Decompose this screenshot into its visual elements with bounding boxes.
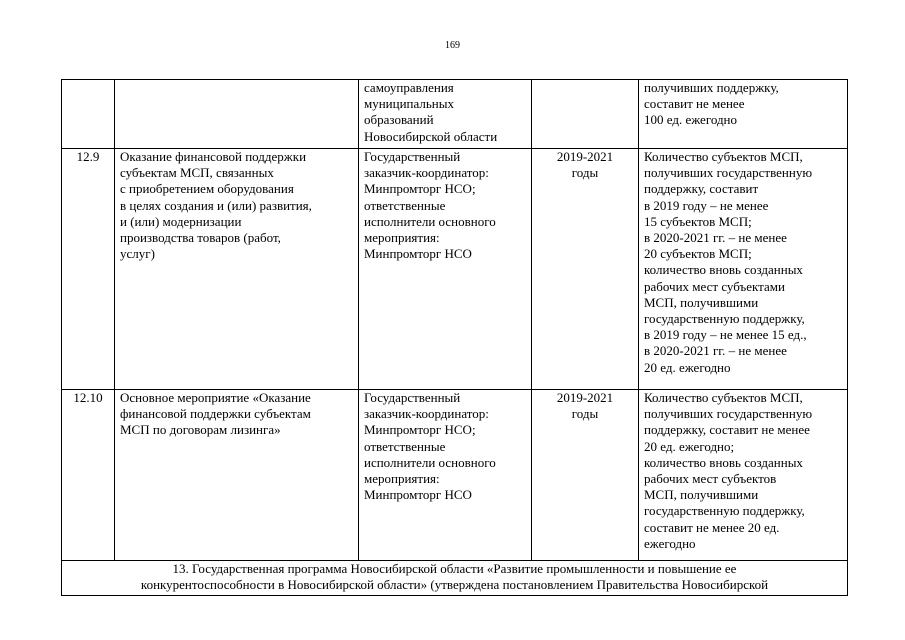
section-heading-line: 13. Государственная программа Новосибирской области «Развитие промышленности и повышение ее (172, 561, 737, 576)
executor-line: заказчик-координатор: (364, 165, 489, 181)
indicator-cell (639, 149, 848, 390)
period-line: 2019-2021 (556, 149, 614, 164)
row-number: 12.9 (62, 149, 115, 390)
period-line: годы (571, 165, 599, 181)
indicator-line: поддержку, составит (644, 181, 759, 197)
executor-line: образований (364, 112, 434, 128)
section-heading-row (62, 561, 848, 596)
executor-cell (359, 80, 532, 149)
period-line: 2019-2021 (556, 390, 614, 405)
indicator-line: составит не менее (644, 96, 745, 112)
executor-line: Минпромторг НСО; (364, 181, 476, 197)
indicator-line: 20 ед. ежегодно (644, 359, 731, 375)
indicator-line: в 2020-2021 гг. – не менее (644, 343, 787, 359)
period-cell (532, 149, 639, 390)
table-row (62, 149, 848, 390)
indicator-cell (639, 390, 848, 561)
executor-line: Минпромторг НСО; (364, 422, 476, 438)
executor-line: исполнители основного (364, 454, 496, 470)
section-heading-line: конкурентоспособности в Новосибирской области» (утверждена постановлением Правительства Новосибирской (140, 577, 769, 593)
indicator-line: МСП, получившими (644, 487, 759, 503)
indicator-line: получивших государственную (644, 165, 813, 181)
indicator-line: государственную поддержку, (644, 311, 805, 327)
executor-line: ответственные (364, 438, 446, 454)
row-number: 12.10 (62, 390, 115, 561)
measure-line: и (или) модернизации (120, 213, 242, 229)
executor-cell (359, 390, 532, 561)
indicator-line: рабочих мест субъектами (644, 278, 785, 294)
executor-cell (359, 149, 532, 390)
indicator-cell (639, 80, 848, 149)
table-row (62, 390, 848, 561)
indicator-line: 15 субъектов МСП; (644, 213, 752, 229)
executor-line: исполнители основного (364, 213, 496, 229)
page-number: 169 (445, 40, 460, 51)
indicator-line: рабочих мест субъектов (644, 471, 777, 487)
measure-line: МСП по договорам лизинга» (120, 422, 281, 438)
indicator-line: 20 субъектов МСП; (644, 246, 752, 262)
indicator-line: 20 ед. ежегодно; (644, 438, 735, 454)
indicator-line: получивших поддержку, (644, 80, 779, 95)
indicator-line: в 2020-2021 гг. – не менее (644, 230, 787, 246)
indicator-line: в 2019 году – не менее (644, 197, 769, 213)
measure-line: субъектам МСП, связанных (120, 165, 274, 181)
measure-line: Основное мероприятие «Оказание (120, 390, 311, 405)
measure-cell (115, 149, 359, 390)
executor-line: мероприятия: (364, 471, 440, 487)
row-number (62, 80, 115, 149)
period-line: годы (571, 406, 599, 422)
measure-line: услуг) (120, 246, 155, 262)
executor-line: Государственный (364, 390, 461, 405)
indicator-line: получивших государственную (644, 406, 813, 422)
measure-line: производства товаров (работ, (120, 230, 281, 246)
indicator-line: поддержку, составит не менее (644, 422, 810, 438)
period-cell (532, 80, 639, 149)
indicator-line: государственную поддержку, (644, 503, 805, 519)
indicator-line: Количество субъектов МСП, (644, 149, 803, 164)
indicator-line: МСП, получившими (644, 294, 759, 310)
section-heading (62, 561, 848, 596)
measure-cell (115, 80, 359, 149)
measure-line: в целях создания и (или) развития, (120, 197, 312, 213)
executor-line: мероприятия: (364, 230, 440, 246)
executor-line: самоуправления (364, 80, 454, 95)
period-cell (532, 390, 639, 561)
program-table (61, 79, 848, 596)
indicator-line: Количество субъектов МСП, (644, 390, 803, 405)
executor-line: заказчик-координатор: (364, 406, 489, 422)
indicator-line: количество вновь созданных (644, 454, 803, 470)
executor-line: муниципальных (364, 96, 455, 112)
indicator-line: количество вновь созданных (644, 262, 803, 278)
measure-line: с приобретением оборудования (120, 181, 294, 197)
executor-line: Минпромторг НСО (364, 487, 472, 503)
indicator-line: 100 ед. ежегодно (644, 112, 738, 128)
measure-cell (115, 390, 359, 561)
measure-line: финансовой поддержки субъектам (120, 406, 311, 422)
executor-line: Государственный (364, 149, 461, 164)
indicator-line: ежегодно (644, 535, 696, 551)
executor-line: Минпромторг НСО (364, 246, 472, 262)
executor-line: Новосибирской области (364, 128, 498, 144)
indicator-line: в 2019 году – не менее 15 ед., (644, 327, 807, 343)
executor-line: ответственные (364, 197, 446, 213)
indicator-line: составит не менее 20 ед. (644, 519, 780, 535)
measure-line: Оказание финансовой поддержки (120, 149, 307, 164)
table-row (62, 80, 848, 149)
